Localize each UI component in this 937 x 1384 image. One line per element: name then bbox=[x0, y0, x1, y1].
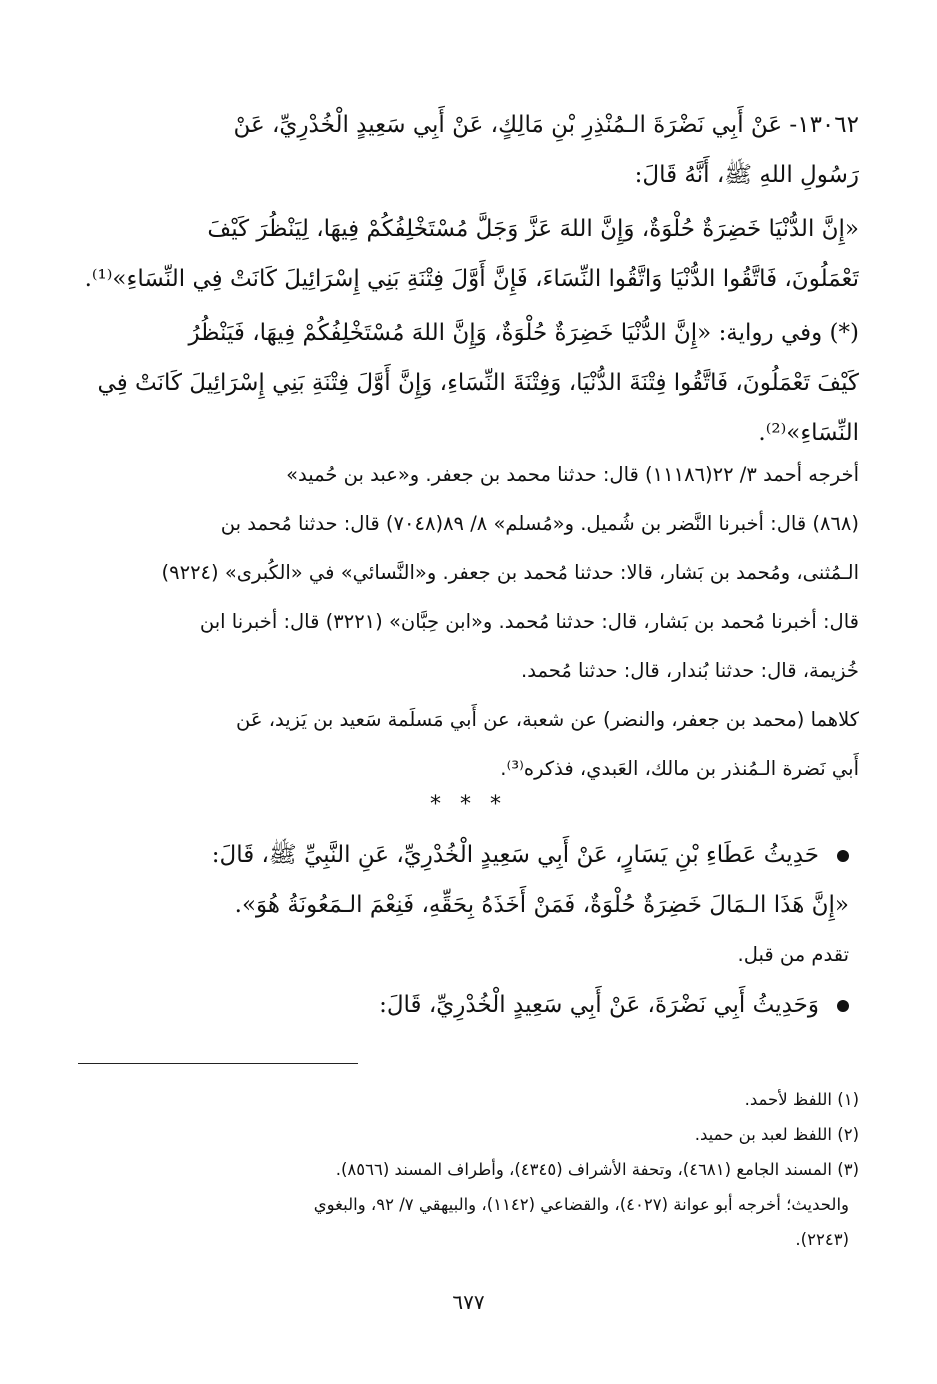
bullet-icon bbox=[837, 850, 849, 862]
related-line: «إِنَّ هَذَا الـمَالَ خَضِرَةٌ حُلْوَةٌ، فَمَنْ أَخَذَهُ بِحَقِّهِ، فَنِعْمَ الـمَعُونَةُ هُوَ». bbox=[234, 892, 849, 918]
related-line: حَدِيثُ عَطَاءِ بْنِ يَسَارٍ، عَنْ أَبِي سَعِيدٍ الْخُدْرِيِّ، عَنِ النَّبِيِّ ﷺ، قَالَ: bbox=[211, 842, 819, 868]
related-hadith-list bbox=[59, 830, 849, 1030]
hadith-line: «إِنَّ الدُّنْيَا خَضِرَةٌ حُلْوَةٌ، وَإِنَّ اللهَ عَزَّ وَجَلَّ مُسْتَخْلِفُكُمْ فِيهَا، لِيَنْظُرَ كَيْفَ bbox=[207, 216, 859, 242]
section-separator: * * * bbox=[430, 792, 507, 817]
page-number: ٦٧٧ bbox=[452, 1290, 485, 1314]
bullet-icon bbox=[837, 1000, 849, 1012]
footnote: والحديث؛ أخرجه أبو عوانة (٤٠٢٧)، والقضاعي (١١٤٢)، والبيهقي ٧/ ٩٢، والبغوي bbox=[313, 1195, 849, 1214]
hadith-line: النِّسَاءِ»⁽²⁾. bbox=[758, 420, 859, 446]
footnote-divider bbox=[78, 1063, 358, 1064]
hadith-line: كَيْفَ تَعْمَلُونَ، فَاتَّقُوا فِتْنَةَ الدُّنْيَا، وَفِتْنَةَ النِّسَاءِ، وَإِنَّ أَوَّلَ فِتْنَةِ بَنِي إِسْرَائِيلَ كَانَتْ فِي bbox=[97, 370, 859, 396]
isnad-paragraph bbox=[69, 695, 859, 793]
takhrij-paragraph bbox=[69, 450, 859, 695]
takhrij-line: الـمُثنى، ومُحمد بن بَشار، قالا: حدثنا مُحمد بن جعفر. و«النَّسائي» في «الكُبرى» (٩٢٢٤) bbox=[161, 561, 859, 584]
footnote: (٢) اللفظ لعبد بن حميد. bbox=[694, 1125, 859, 1144]
footnote: (٢٢٤٣). bbox=[795, 1230, 849, 1249]
list-item bbox=[59, 830, 849, 880]
takhrij-line: قال: أخبرنا مُحمد بن بَشار، قال: حدثنا مُحمد. و«ابن حِبَّان» (٣٢٢١) قال: أخبرنا ابن bbox=[199, 610, 859, 633]
related-line: وَحَدِيثُ أَبِي نَضْرَةَ، عَنْ أَبِي سَعِيدٍ الْخُدْرِيِّ، قَالَ: bbox=[379, 992, 819, 1018]
takhrij-line: (٨٦٨) قال: أخبرنا النَّضر بن شُميل. و«مُسلم» ٨/ ٨٩(٧٠٤٨) قال: حدثنا مُحمد بن bbox=[220, 512, 859, 535]
list-item bbox=[59, 980, 849, 1030]
footnote: (٣) المسند الجامع (٤٦٨١)، وتحفة الأشراف (٤٣٤٥)، وأطراف المسند (٨٥٦٦). bbox=[335, 1160, 859, 1179]
related-note: تقدم من قبل. bbox=[737, 943, 849, 966]
isnad-line: كلاهما (محمد بن جعفر، والنضر) عن شعبة، عن أَبي مَسلَمة سَعيد بن يَزيد، عَن bbox=[236, 708, 859, 731]
footnote: (١) اللفظ لأحمد. bbox=[744, 1090, 859, 1109]
hadith-line: رَسُولِ اللهِ ﷺ، أَنَّهُ قَالَ: bbox=[634, 162, 859, 188]
hadith-line: ١٣٠٦٢- عَنْ أَبِي نَضْرَةَ الـمُنْذِرِ بْنِ مَالِكٍ، عَنْ أَبِي سَعِيدٍ الْخُدْرِيِّ، عَنْ bbox=[233, 112, 859, 138]
hadith-line: تَعْمَلُونَ، فَاتَّقُوا الدُّنْيَا وَاتَّقُوا النِّسَاءَ، فَإِنَّ أَوَّلَ فِتْنَةِ بَنِي إِسْرَائِيلَ كَانَتْ فِي النِّسَاءِ»⁽¹⁾. bbox=[84, 266, 859, 292]
takhrij-line: خُزيمة، قال: حدثنا بُندار، قال: حدثنا مُحمد. bbox=[521, 659, 859, 682]
hadith-line: (*) وفي رواية: «إِنَّ الدُّنْيَا خَضِرَةٌ حُلْوَةٌ، وَإِنَّ اللهَ مُسْتَخْلِفُكُمْ فِيهَا، فَيَنْظُرُ bbox=[188, 320, 859, 346]
footnotes bbox=[69, 1082, 859, 1257]
isnad-line: أَبي نَضرة الـمُنذر بن مالك، العَبدي، فذكره⁽³⁾. bbox=[500, 757, 859, 780]
takhrij-line: أخرجه أحمد ٣/ ٢٢(١١١٨٦) قال: حدثنا محمد بن جعفر. و«عبد بن حُميد» bbox=[286, 463, 859, 486]
hadith-text bbox=[69, 100, 859, 458]
